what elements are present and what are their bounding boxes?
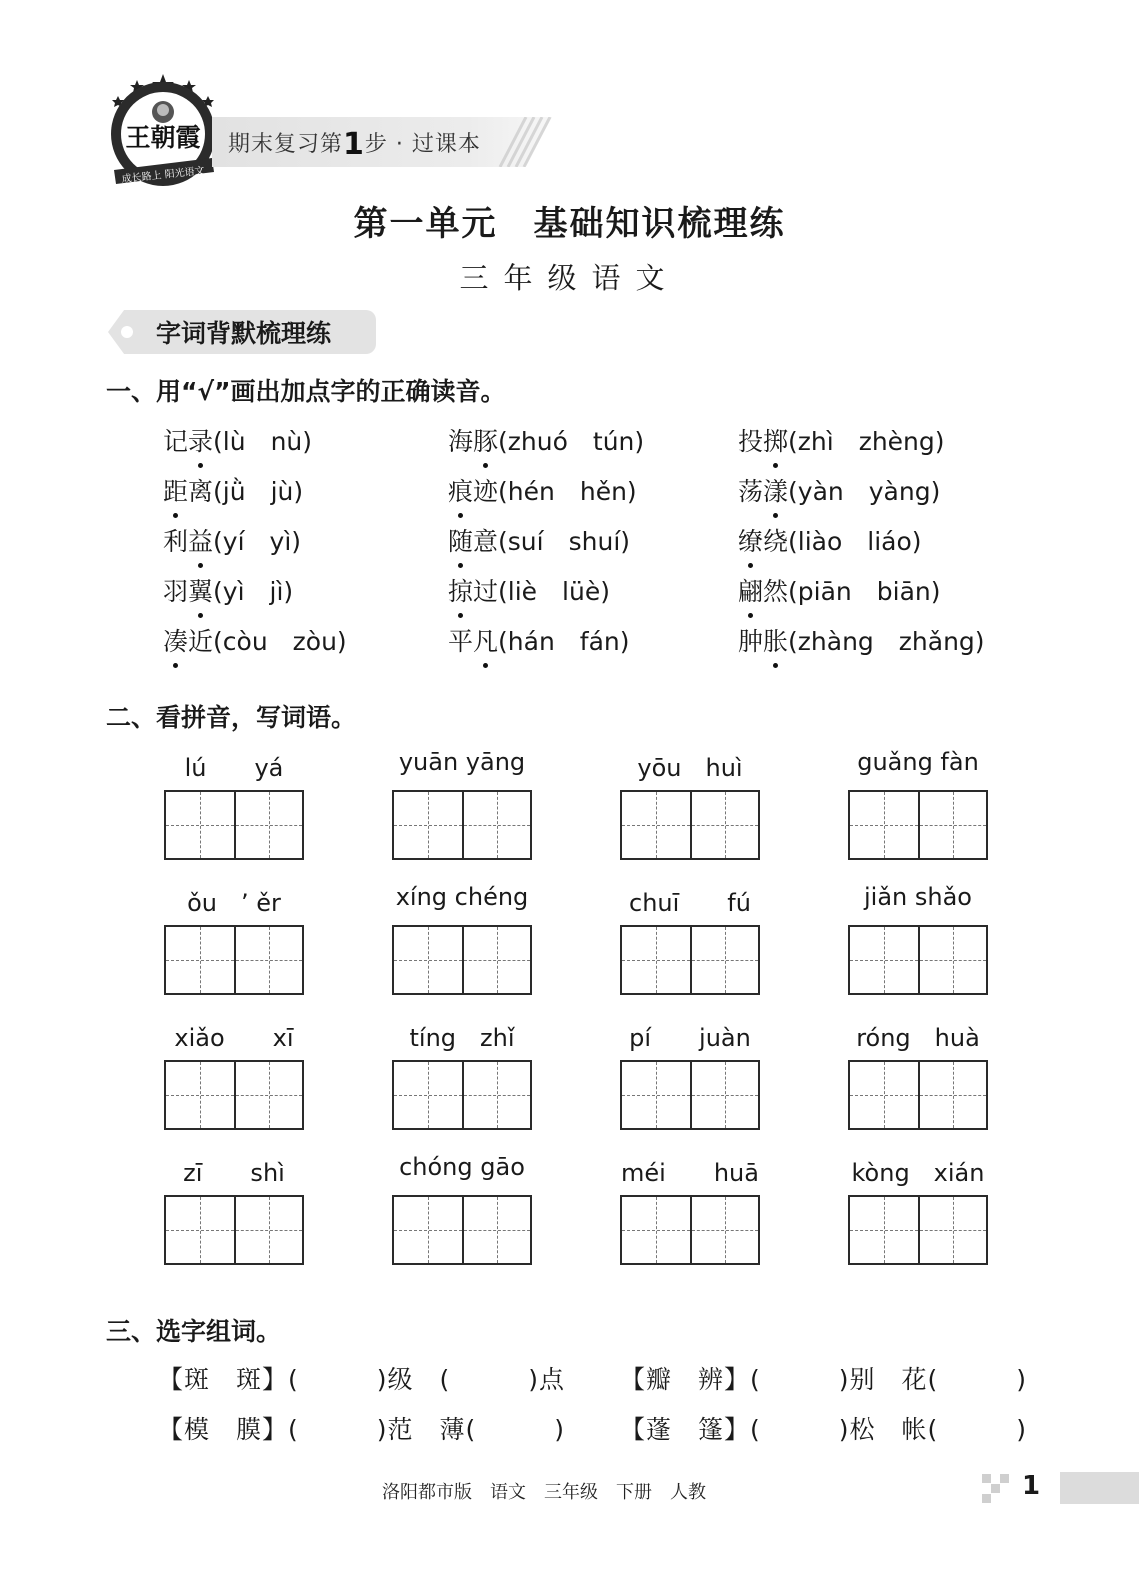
- logo-text: 王朝霞: [125, 123, 201, 152]
- pinyin-options[interactable]: (liào liáo): [788, 527, 922, 556]
- dotted-character: 胀: [763, 622, 788, 658]
- writing-cell[interactable]: [234, 792, 302, 858]
- character: 利: [163, 527, 189, 556]
- page-title: 第一单元 基础知识梳理练: [353, 204, 786, 244]
- footer-pixel: [982, 1494, 991, 1503]
- dotted-character: 漾: [763, 472, 788, 508]
- dotted-character: 翩: [738, 572, 763, 608]
- pinyin-options[interactable]: (còu zòu): [213, 627, 347, 656]
- writing-cell[interactable]: [690, 927, 758, 993]
- pinyin-label: yuān yāng: [398, 748, 526, 776]
- character: 投: [738, 427, 764, 456]
- writing-grid: [164, 790, 304, 860]
- page-subtitle: 三年级语文: [459, 261, 680, 295]
- writing-cell[interactable]: [166, 1197, 234, 1263]
- dotted-character: 益: [188, 522, 213, 558]
- character: 记: [163, 427, 189, 456]
- writing-grid: [620, 1060, 760, 1130]
- page-number: 1: [1022, 1471, 1041, 1501]
- writing-cell[interactable]: [690, 1062, 758, 1128]
- character: 过: [473, 577, 499, 606]
- pronunciation-item: [738, 572, 941, 608]
- section-title: 字词背默梳理练: [156, 319, 332, 348]
- writing-cell[interactable]: [234, 927, 302, 993]
- pinyin-label: méi huā: [621, 1159, 759, 1187]
- character: 离: [188, 477, 214, 506]
- writing-grid: [392, 1060, 532, 1130]
- writing-cell[interactable]: [166, 792, 234, 858]
- pinyin-options[interactable]: (zhuó tún): [498, 427, 645, 456]
- pronunciation-item: [448, 622, 630, 658]
- pronunciation-item: [738, 472, 940, 508]
- writing-cell[interactable]: [166, 1062, 234, 1128]
- pinyin-label: lú yá: [184, 754, 284, 782]
- writing-grid: [392, 790, 532, 860]
- writing-cell[interactable]: [918, 1197, 986, 1263]
- pinyin-label: kòng xián: [851, 1159, 985, 1187]
- pinyin-label: chuī fú: [629, 889, 751, 917]
- writing-cell[interactable]: [462, 792, 530, 858]
- writing-grid: [620, 790, 760, 860]
- footer-pixel: [991, 1484, 1000, 1493]
- character: 荡: [738, 477, 764, 506]
- dotted-character: 掷: [763, 422, 788, 458]
- dotted-character: 凡: [473, 622, 498, 658]
- writing-grid: [392, 1195, 532, 1265]
- tag-hole: [121, 326, 133, 338]
- writing-grid: [848, 1060, 988, 1130]
- writing-cell[interactable]: [622, 1062, 690, 1128]
- pinyin-label: pí juàn: [629, 1024, 751, 1052]
- dotted-character: 掠: [448, 572, 473, 608]
- q1-heading: 一、用“√”画出加点字的正确读音。: [106, 377, 506, 406]
- pronunciation-item: [448, 472, 637, 508]
- dotted-character: 豚: [473, 422, 498, 458]
- pinyin-options[interactable]: (suí shuí): [498, 527, 631, 556]
- writing-cell[interactable]: [462, 927, 530, 993]
- writing-grid: [164, 1195, 304, 1265]
- writing-grid: [848, 790, 988, 860]
- pronunciation-item: [738, 622, 985, 658]
- pinyin-label: jiǎn shǎo: [864, 883, 972, 911]
- writing-cell[interactable]: [622, 1197, 690, 1263]
- banner-stripes: [490, 117, 552, 167]
- pinyin-options[interactable]: (yàn yàng): [788, 477, 941, 506]
- dotted-character: 翼: [188, 572, 213, 608]
- pronunciation-item: [163, 572, 293, 608]
- pinyin-options[interactable]: (yí yì): [213, 527, 302, 556]
- pronunciation-item: [163, 622, 347, 658]
- pronunciation-item: [448, 572, 610, 608]
- pinyin-label: ǒu ’ ěr: [187, 889, 281, 917]
- character: 平: [448, 627, 474, 656]
- pronunciation-item: [448, 422, 644, 458]
- choose-word-line: 【瓣 辨】( )别 花( ): [620, 1365, 1028, 1394]
- character: 迹: [473, 477, 499, 506]
- pinyin-options[interactable]: (liè lüè): [498, 577, 610, 606]
- dotted-character: 凑: [163, 622, 188, 658]
- dotted-character: 随: [448, 522, 473, 558]
- writing-grid: [848, 1195, 988, 1265]
- wangzhaoxia-logo: [104, 72, 222, 190]
- pinyin-options[interactable]: (zhàng zhǎng): [788, 627, 985, 656]
- writing-cell[interactable]: [850, 1197, 918, 1263]
- writing-cell[interactable]: [622, 792, 690, 858]
- dotted-character: 缭: [738, 522, 763, 558]
- writing-cell[interactable]: [462, 1197, 530, 1263]
- pinyin-options[interactable]: (yì jì): [213, 577, 294, 606]
- writing-cell[interactable]: [850, 1062, 918, 1128]
- pinyin-label: chóng gāo: [399, 1153, 525, 1181]
- writing-cell[interactable]: [690, 1197, 758, 1263]
- writing-cell[interactable]: [918, 927, 986, 993]
- character: 肿: [738, 627, 764, 656]
- dotted-character: 录: [188, 422, 213, 458]
- writing-cell[interactable]: [394, 927, 462, 993]
- step-label: 期末复习第1步 · 过课本: [228, 127, 481, 162]
- pronunciation-item: [163, 472, 303, 508]
- pinyin-options[interactable]: (hán fán): [498, 627, 630, 656]
- pinyin-options[interactable]: (piān biān): [788, 577, 941, 606]
- pronunciation-item: [738, 522, 922, 558]
- footer-pixel: [1000, 1474, 1009, 1483]
- q3-heading: 三、选字组词。: [106, 1317, 282, 1346]
- writing-grid: [848, 925, 988, 995]
- pinyin-label: yōu huì: [637, 754, 743, 782]
- writing-cell[interactable]: [234, 1062, 302, 1128]
- pronunciation-item: [448, 522, 630, 558]
- q2-heading: 二、看拼音，写词语。: [106, 703, 357, 732]
- character: 绕: [763, 527, 789, 556]
- writing-cell[interactable]: [394, 1062, 462, 1128]
- writing-cell[interactable]: [690, 792, 758, 858]
- footer-pixel: [982, 1474, 991, 1483]
- pronunciation-item: [738, 422, 945, 458]
- pronunciation-item: [163, 522, 301, 558]
- pronunciation-item: [163, 422, 312, 458]
- dotted-character: 痕: [448, 472, 473, 508]
- writing-cell[interactable]: [166, 927, 234, 993]
- writing-cell[interactable]: [850, 927, 918, 993]
- pinyin-label: zī shì: [183, 1159, 285, 1187]
- pinyin-options[interactable]: (hén hěn): [498, 477, 637, 506]
- writing-cell[interactable]: [394, 792, 462, 858]
- dotted-character: 距: [163, 472, 188, 508]
- pinyin-label: róng huà: [856, 1024, 980, 1052]
- character: 羽: [163, 577, 189, 606]
- page-bar: [1060, 1472, 1139, 1504]
- pinyin-label: xiǎo xī: [174, 1024, 294, 1052]
- pinyin-options[interactable]: (jǜ jù): [213, 477, 304, 506]
- writing-grid: [620, 1195, 760, 1265]
- choose-word-line: 【蓬 篷】( )松 帐( ): [620, 1415, 1028, 1444]
- pinyin-options[interactable]: (zhì zhèng): [788, 427, 945, 456]
- writing-cell[interactable]: [394, 1197, 462, 1263]
- writing-cell[interactable]: [850, 792, 918, 858]
- character: 然: [763, 577, 789, 606]
- writing-cell[interactable]: [234, 1197, 302, 1263]
- pinyin-label: tíng zhǐ: [409, 1024, 515, 1052]
- writing-cell[interactable]: [622, 927, 690, 993]
- writing-grid: [164, 925, 304, 995]
- writing-grid: [392, 925, 532, 995]
- logo-ribbon: 成长路上 阳光语文: [121, 165, 206, 186]
- pinyin-label: guǎng fàn: [857, 748, 979, 776]
- character: 意: [473, 527, 499, 556]
- footer-edition: 洛阳都市版 语文 三年级 下册 人教: [382, 1482, 706, 1503]
- choose-word-line: 【模 膜】( )范 薄( ): [158, 1415, 566, 1444]
- writing-grid: [620, 925, 760, 995]
- character: 近: [188, 627, 214, 656]
- pinyin-label: xíng chéng: [395, 883, 529, 911]
- pinyin-options[interactable]: (lù nù): [213, 427, 313, 456]
- character: 海: [448, 427, 474, 456]
- choose-word-line: 【斑 斑】( )级 ( )点: [158, 1365, 566, 1394]
- writing-cell[interactable]: [918, 1062, 986, 1128]
- writing-cell[interactable]: [462, 1062, 530, 1128]
- writing-grid: [164, 1060, 304, 1130]
- writing-cell[interactable]: [918, 792, 986, 858]
